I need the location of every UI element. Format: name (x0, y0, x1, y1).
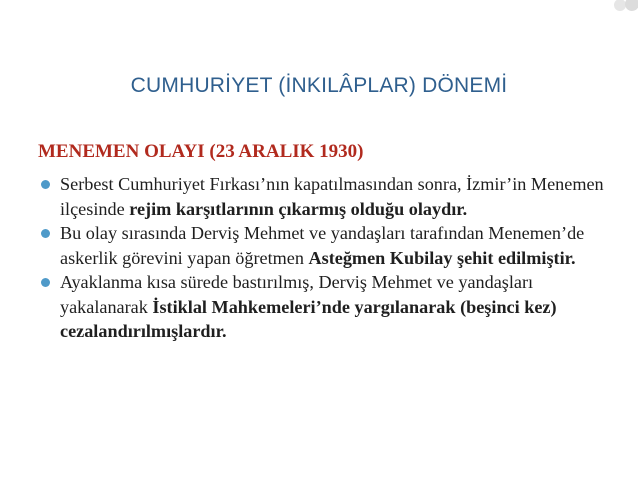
bullet-text-bold: İstiklal Mahkemeleri’nde yargılanarak (beşinci kez) cezalandırılmışlardır. (60, 296, 557, 341)
bullet-item (38, 172, 608, 221)
slide-subtitle: MENEMEN OLAYI (23 ARALIK 1930) (38, 141, 364, 162)
bullet-text: Serbest Cumhuriyet Fırkası’nın kapatılmasından sonra, İzmir’in Menemen ilçesinde (60, 174, 604, 219)
bullet-text: Ayaklanma kısa sürede bastırılmış, Derviş Mehmet ve yandaşları yakalanarak (60, 272, 534, 317)
bullet-dot-icon (41, 278, 50, 287)
slide-title: CUMHURİYET (İNKILÂPLAR) DÖNEMİ (130, 74, 508, 97)
bullet-text: Bu olay sırasında Derviş Mehmet ve yandaşları tarafından Menemen’de askerlik görevini yapan öğretmen (60, 223, 585, 268)
bullet-list (38, 172, 608, 344)
corner-decoration (598, 0, 638, 20)
bullet-text-bold: Asteğmen Kubilay şehit edilmiştir. (308, 247, 576, 268)
bullet-text-bold: rejim karşıtlarının çıkarmış olduğu olaydır. (129, 198, 468, 219)
bullet-item (38, 270, 608, 344)
bullet-dot-icon (41, 180, 50, 189)
bullet-item (38, 221, 608, 270)
bullet-dot-icon (41, 229, 50, 238)
